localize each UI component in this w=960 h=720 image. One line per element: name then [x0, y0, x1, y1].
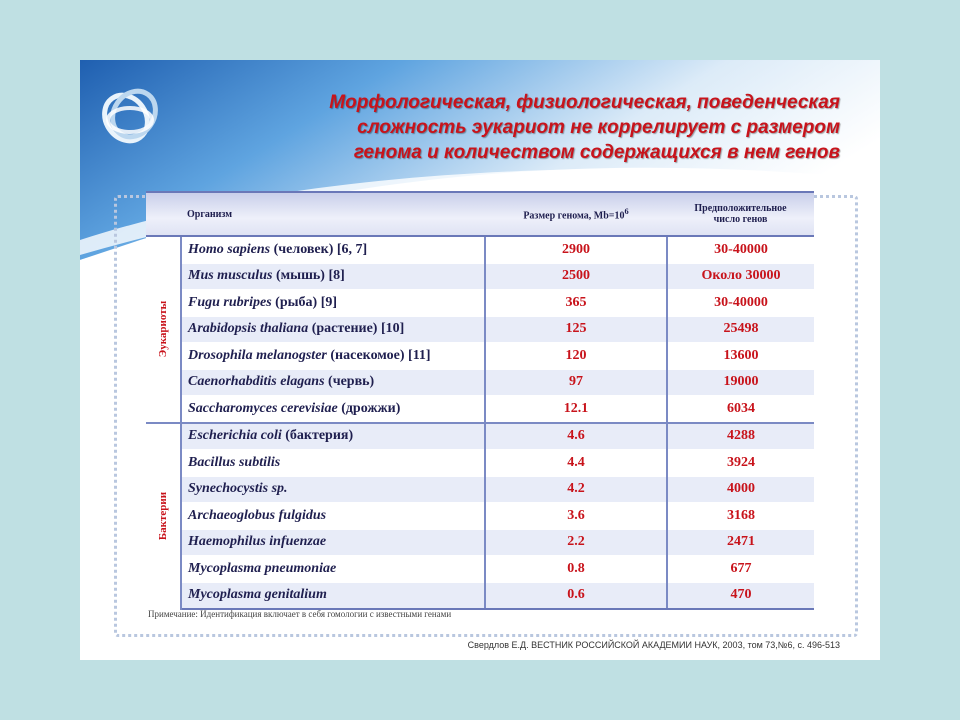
header-gene-count-line2: число генов	[713, 214, 768, 225]
organism-cell	[181, 503, 485, 530]
genome-size-cell: 3.6	[485, 503, 667, 530]
genome-size-cell: 0.8	[485, 556, 667, 583]
gene-count-cell: 3924	[667, 450, 814, 477]
genome-size-cell: 2500	[485, 263, 667, 290]
group-label: Эукариоты	[157, 301, 169, 358]
genome-size-cell: 120	[485, 343, 667, 370]
organism-latin-name: Fugu rubripes	[188, 294, 272, 310]
organism-latin-name: Bacillus subtilis	[188, 454, 281, 470]
organism-latin-name: Drosophila melanogster	[188, 347, 327, 363]
table-row	[146, 529, 814, 556]
organism-cell	[181, 476, 485, 503]
table-row	[146, 396, 814, 423]
organism-common-name: (червь)	[324, 374, 375, 390]
gene-count-cell: 6034	[667, 396, 814, 423]
genome-size-cell: 365	[485, 290, 667, 317]
organism-cell	[181, 556, 485, 583]
organism-cell	[181, 263, 485, 290]
table-row	[146, 476, 814, 503]
header-organism: Организм	[181, 192, 485, 236]
organism-latin-name: Homo sapiens	[188, 241, 271, 257]
title-line-2: сложность эукариот не коррелирует с размером	[357, 117, 840, 138]
table-row	[146, 343, 814, 370]
slide-title	[230, 90, 840, 165]
table-header-row	[146, 192, 814, 236]
genome-size-cell: 2.2	[485, 529, 667, 556]
genome-size-cell: 0.6	[485, 582, 667, 609]
organism-cell	[181, 450, 485, 477]
organism-common-name: (человек) [6, 7]	[270, 241, 368, 257]
gene-count-cell: 2471	[667, 529, 814, 556]
organism-cell	[181, 369, 485, 396]
genome-size-cell: 125	[485, 316, 667, 343]
table-row	[146, 236, 814, 263]
organism-common-name: (бактерия)	[281, 428, 354, 444]
gene-count-cell: 19000	[667, 369, 814, 396]
organism-cell	[181, 396, 485, 423]
organism-common-name: (рыба) [9]	[271, 294, 338, 310]
gene-count-cell: 4000	[667, 476, 814, 503]
gene-count-cell: 30-40000	[667, 236, 814, 263]
title-line-1: Морфологическая, физиологическая, поведенческая	[329, 92, 840, 113]
organism-common-name: (дрожжи)	[337, 400, 401, 416]
gene-count-cell: 25498	[667, 316, 814, 343]
organism-cell	[181, 343, 485, 370]
header-gene-count-line1: Предположительное	[694, 203, 787, 214]
gene-count-cell: Около 30000	[667, 263, 814, 290]
interlocked-rings-logo-icon	[98, 80, 162, 150]
organism-latin-name: Mycoplasma genitalium	[188, 587, 327, 603]
genome-size-cell: 4.6	[485, 423, 667, 450]
table-row	[146, 503, 814, 530]
organism-latin-name: Synechocystis sp.	[188, 481, 288, 497]
genome-table	[146, 191, 814, 610]
table-row	[146, 582, 814, 609]
slide	[80, 60, 880, 660]
group-label-cell	[146, 423, 181, 610]
organism-latin-name: Caenorhabditis elagans	[188, 374, 325, 390]
gene-count-cell: 3168	[667, 503, 814, 530]
genome-size-cell: 2900	[485, 236, 667, 263]
group-label-cell	[146, 236, 181, 423]
organism-common-name: (насекомое) [11]	[326, 347, 431, 363]
table-row	[146, 316, 814, 343]
organism-latin-name: Mycoplasma pneumoniae	[188, 560, 337, 576]
organism-cell	[181, 290, 485, 317]
gene-count-cell: 4288	[667, 423, 814, 450]
gene-count-cell: 470	[667, 582, 814, 609]
organism-latin-name: Haemophilus infuenzae	[188, 534, 327, 550]
table-row	[146, 423, 814, 450]
organism-cell	[181, 423, 485, 450]
organism-cell	[181, 316, 485, 343]
table-row	[146, 290, 814, 317]
citation: Свердлов Е.Д. ВЕСТНИК РОССИЙСКОЙ АКАДЕМИИ НАУК, 2003, том 73,№6, с. 496-513	[467, 640, 840, 650]
gene-count-cell: 677	[667, 556, 814, 583]
genome-size-cell: 4.4	[485, 450, 667, 477]
organism-cell	[181, 236, 485, 263]
table-row	[146, 450, 814, 477]
table-body	[146, 236, 814, 609]
organism-latin-name: Escherichia coli	[188, 428, 282, 444]
organism-common-name: (растение) [10]	[308, 321, 405, 337]
genome-size-cell: 4.2	[485, 476, 667, 503]
organism-latin-name: Saccharomyces cerevisiae	[188, 400, 338, 416]
organism-common-name: (мышь) [8]	[272, 268, 345, 284]
header-gene-count	[667, 192, 814, 236]
genome-size-cell: 97	[485, 369, 667, 396]
organism-latin-name: Archaeoglobus fulgidus	[188, 507, 327, 523]
gene-count-cell: 13600	[667, 343, 814, 370]
header-genome-size-sup: 6	[624, 206, 629, 216]
header-genome-size-text: Размер генома, Mb=10	[523, 210, 625, 222]
header-genome-size	[485, 192, 667, 236]
gene-count-cell: 30-40000	[667, 290, 814, 317]
table-row	[146, 263, 814, 290]
genome-size-cell: 12.1	[485, 396, 667, 423]
group-label: Бактерии	[157, 491, 169, 541]
table-row	[146, 556, 814, 583]
table-note: Примечание: Идентификация включает в себя гомологии с известными генами	[148, 609, 452, 619]
table-row	[146, 369, 814, 396]
organism-cell	[181, 582, 485, 609]
organism-cell	[181, 529, 485, 556]
title-line-3: генома и количеством содержащихся в нем генов	[353, 142, 840, 163]
header-category	[146, 192, 181, 236]
organism-latin-name: Mus musculus	[188, 268, 273, 284]
organism-latin-name: Arabidopsis thaliana	[188, 321, 309, 337]
